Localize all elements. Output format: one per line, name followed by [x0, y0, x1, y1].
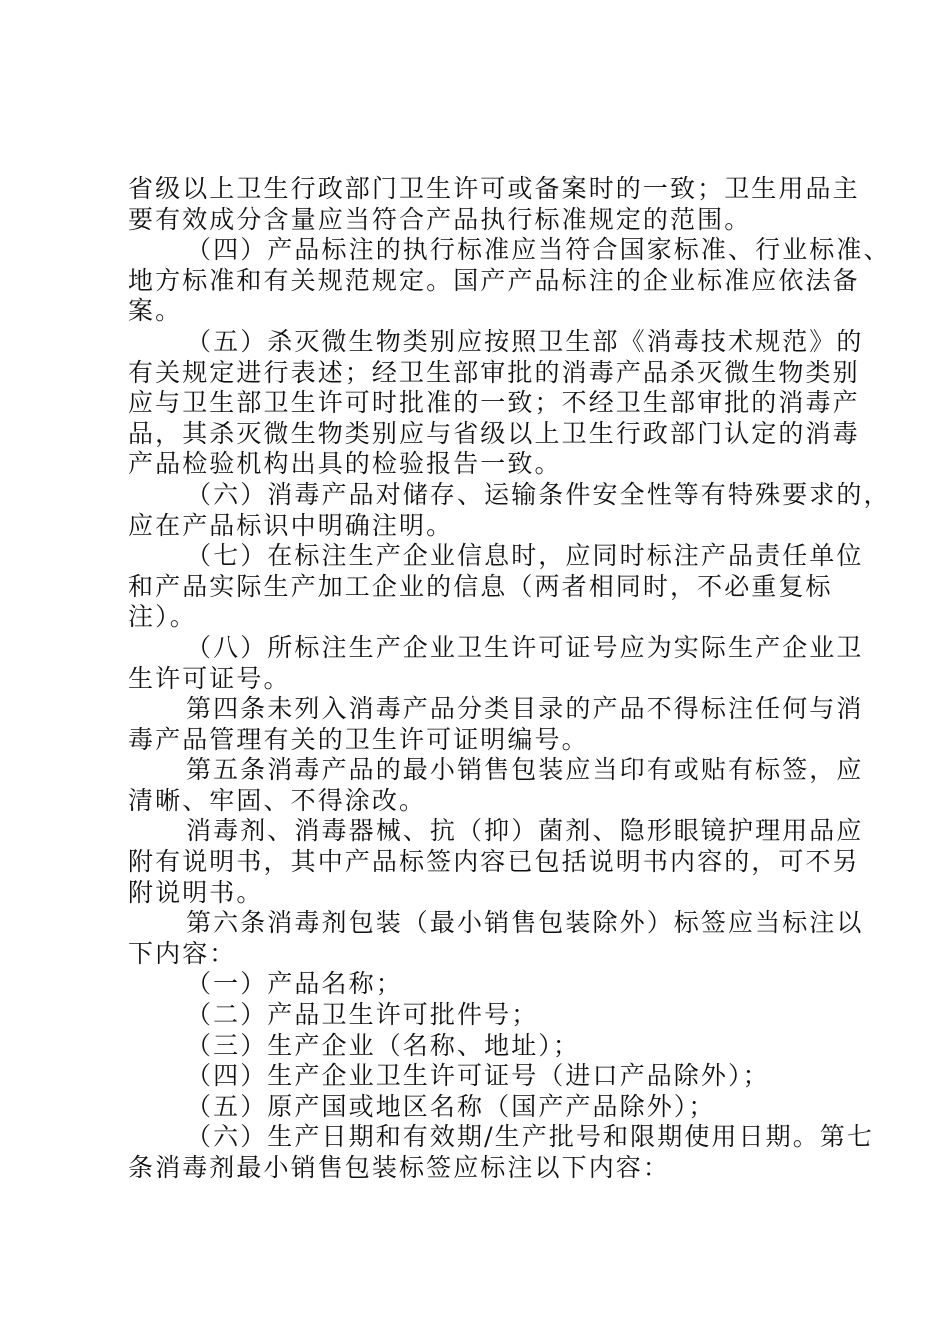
document-body — [128, 174, 891, 1184]
text-line: （四）产品标注的执行标准应当符合国家标准、行业标准、 — [186, 235, 891, 265]
text-line: 和产品实际生产加工企业的信息（两者相同时，不必重复标 — [128, 571, 833, 601]
text-line: 注）。 — [128, 602, 197, 632]
text-line: 附有说明书，其中产品标签内容已包括说明书内容的，可不另 — [128, 847, 860, 877]
text-line: 条消毒剂最小销售包装标签应标注以下内容： — [128, 1153, 671, 1182]
text-line: 品，其杀灭微生物类别应与省级以上卫生行政部门认定的消毒 — [128, 418, 860, 448]
text-line: （六）消毒产品对储存、运输条件安全性等有特殊要求的， — [186, 479, 891, 509]
text-line: （六）生产日期和有效期/生产批号和限期使用日期。第七 — [186, 1122, 875, 1152]
text-line: 有关规定进行表述；经卫生部审批的消毒产品杀灭微生物类别 — [128, 357, 860, 387]
text-line: 清晰、牢固、不得涂改。 — [128, 785, 427, 815]
text-line: 应在产品标识中明确注明。 — [128, 510, 454, 540]
text-line: 毒产品管理有关的卫生许可证明编号。 — [128, 724, 589, 754]
text-line: 地方标准和有关规范规定。国产产品标注的企业标准应依法备 — [128, 265, 860, 295]
text-line: （四）生产企业卫生许可证号（进口产品除外）； — [186, 1061, 770, 1091]
text-line: （五）原产国或地区名称（国产产品除外）； — [186, 1091, 716, 1121]
text-line: （三）生产企业（名称、地址）； — [186, 1030, 581, 1060]
text-line: 第六条消毒剂包装（最小销售包装除外）标签应当标注以 — [186, 908, 864, 938]
text-line: （七）在标注生产企业信息时，应同时标注产品责任单位 — [186, 541, 864, 571]
text-line: （八）所标注生产企业卫生许可证号应为实际生产企业卫 — [186, 632, 864, 662]
text-line: 案。 — [128, 296, 183, 326]
text-line: （五）杀灭微生物类别应按照卫生部《消毒技术规范》的 — [186, 326, 864, 356]
text-line: （一）产品名称； — [186, 969, 403, 999]
text-line: （二）产品卫生许可批件号； — [186, 1000, 539, 1030]
text-line: 附说明书。 — [128, 877, 264, 907]
text-line: 下内容： — [128, 938, 237, 968]
text-line: 要有效成分含量应当符合产品执行标准规定的范围。 — [128, 204, 752, 234]
text-line: 产品检验机构出具的检验报告一致。 — [128, 449, 562, 479]
text-line: 第四条未列入消毒产品分类目录的产品不得标注任何与消 — [186, 694, 864, 724]
text-line: 应与卫生部卫生许可时批准的一致；不经卫生部审批的消毒产 — [128, 388, 860, 418]
text-line: 第五条消毒产品的最小销售包装应当印有或贴有标签，应 — [186, 755, 864, 785]
text-line: 省级以上卫生行政部门卫生许可或备案时的一致；卫生用品主 — [128, 174, 860, 203]
text-line: 消毒剂、消毒器械、抗（抑）菌剂、隐形眼镜护理用品应 — [186, 816, 864, 846]
text-line: 生许可证号。 — [128, 663, 291, 693]
